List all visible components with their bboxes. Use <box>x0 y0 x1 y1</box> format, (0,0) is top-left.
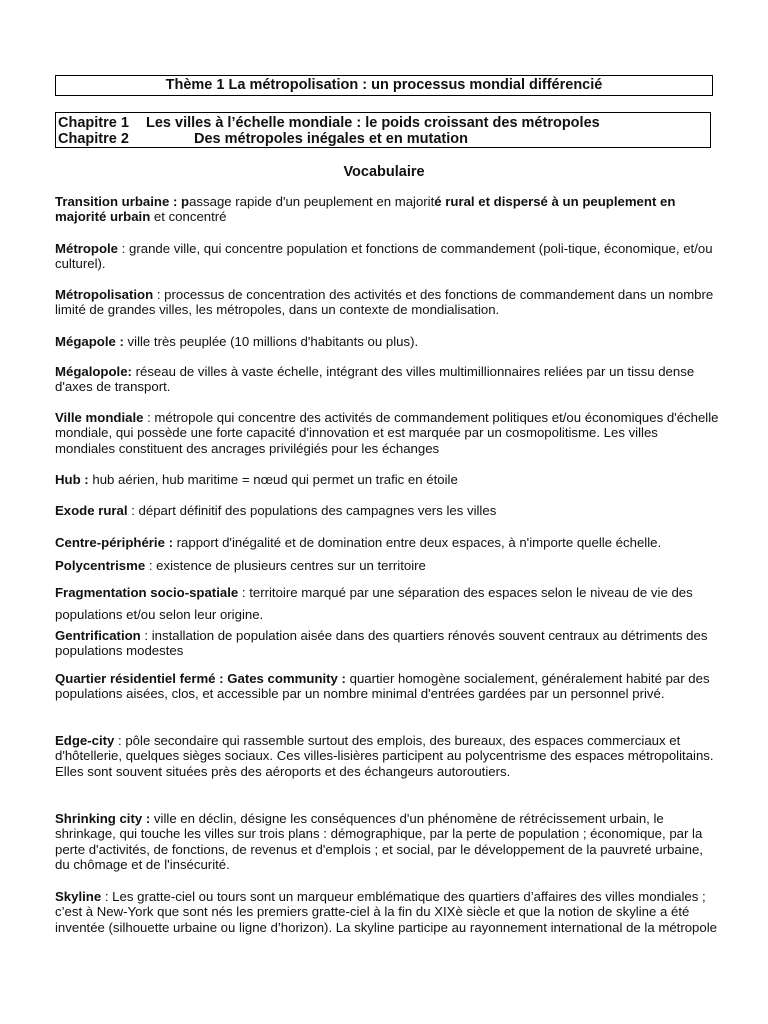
entry-definition: assage rapide d'un peuplement en majorit <box>189 194 435 209</box>
entry-definition: : territoire marqué par une séparation des espaces selon le niveau de vie des populations et/ou selon leur origine. <box>55 585 693 622</box>
entry-centre-peripherie <box>55 535 720 550</box>
entry-metropolisation <box>55 287 720 318</box>
entry-hub <box>55 472 720 487</box>
entry-definition: : pôle secondaire qui rassemble surtout des emplois, des bureaux, des espaces commerciaux et d'hôtellerie, quelques sièges sociaux. Ces villes-lisières participent au polycentrisme des espaces métropolitains. Elles sont souvent situées près des aéroports et des échangeurs autoroutiers. <box>55 733 714 779</box>
chapter-2 <box>58 131 710 147</box>
entry-term: Métropole <box>55 241 119 256</box>
entry-definition: : Les gratte-ciel ou tours sont un marqueur emblématique des quartiers d’affaires des villes mondiales ; c’est à New-York que sont nés les premiers gratte-ciel à la fin du XIXè siècle et que la notion de skyline a été inventée (silhouette urbaine ou ligne d’horizon). La skyline participe au rayonnement international de la métropole <box>55 889 717 935</box>
entry-term: Hub : <box>55 472 89 487</box>
entry-transition-urbaine <box>55 194 720 225</box>
entry-metropole <box>55 241 720 272</box>
entry-term: Mégapole : <box>55 334 124 349</box>
chapter-2-title: Des métropoles inégales et en mutation <box>194 131 468 147</box>
entry-definition: : existence de plusieurs centres sur un territoire <box>145 558 426 573</box>
entry-term: Exode rural <box>55 503 128 518</box>
entry-definition: : départ définitif des populations des campagnes vers les villes <box>127 503 497 518</box>
entry-quartier-residentiel <box>55 671 720 702</box>
theme-title-box <box>55 75 713 96</box>
chapters-box <box>55 112 711 148</box>
entry-definition: : processus de concentration des activités et des fonctions de commandement dans un nombre limité de grandes villes, les métropoles, dans un contexte de mondialisation. <box>55 287 714 318</box>
entry-term: Transition urbaine : p <box>55 194 190 209</box>
entry-definition: ville en déclin, désigne les conséquences d'un phénomène de rétrécissement urbain, le shrinkage, qui touche les villes sur trois plans : démographique, par la perte de population ; économique, par la perte d'activités, de fonctions, de revenus et d'emplois ; et social, par le développement de la pauvreté urbaine, du chômage et de l'insécurité. <box>55 811 703 872</box>
entry-definition: et concentré <box>150 209 227 225</box>
vocabulary-heading: Vocabulaire <box>343 164 425 180</box>
entry-gentrification <box>55 628 720 659</box>
chapter-2-number: Chapitre 2 <box>58 131 129 147</box>
entry-term: Quartier résidentiel fermé : Gates community : <box>55 671 346 686</box>
entry-term: Centre-périphérie : <box>55 535 173 550</box>
entry-definition: ville très peuplée (10 millions d'habitants ou plus). <box>123 334 419 349</box>
entry-term: Mégalopole: <box>55 364 132 379</box>
entry-definition: : grande ville, qui concentre population et fonctions de commandement (poli-tique, économique, et/ou culturel). <box>55 241 713 272</box>
entry-definition-bold: é rural et dispersé à un peuplement en majorité urbain <box>55 194 676 225</box>
entry-edge-city <box>55 733 720 779</box>
entry-term: Fragmentation socio-spatiale <box>55 585 239 600</box>
entry-skyline <box>55 889 720 935</box>
entry-definition: : installation de population aisée dans des quartiers rénovés souvent centraux au détriments des populations modestes <box>55 628 708 659</box>
entry-megapole <box>55 334 720 349</box>
entry-fragmentation <box>55 582 720 626</box>
entry-term: Shrinking city : <box>55 811 151 826</box>
chapter-1-number: Chapitre 1 <box>58 115 129 131</box>
entry-term: Ville mondiale <box>55 410 144 425</box>
entry-term: Skyline <box>55 889 102 904</box>
entry-term: Edge-city <box>55 733 115 748</box>
entry-exode-rural <box>55 503 720 518</box>
entry-term: Gentrification <box>55 628 141 643</box>
entry-definition: réseau de villes à vaste échelle, intégrant des villes multimillionnaires reliées par un tissu dense d'axes de transport. <box>55 364 695 395</box>
entry-term: Polycentrisme <box>55 558 146 573</box>
chapter-1 <box>58 115 710 131</box>
entry-ville-mondiale <box>55 410 720 456</box>
entry-definition: quartier homogène socialement, généralement habité par des populations aisées, clos, et accessible par un nombre minimal d'entrées gardées par un personnel privé. <box>55 671 710 702</box>
entry-term: Métropolisation <box>55 287 154 302</box>
theme-title: Thème 1 La métropolisation : un processus mondial différencié <box>165 77 603 93</box>
entry-polycentrisme <box>55 558 720 573</box>
entry-megalopole <box>55 364 720 395</box>
chapter-1-title: Les villes à l’échelle mondiale : le poids croissant des métropoles <box>146 115 600 131</box>
entry-definition: : métropole qui concentre des activités de commandement politiques et/ou économiques d'échelle mondiale, qui possède une forte capacité d'innovation et est marquée par un cosmopolitisme. Les villes mondiales constituent des ancrages privilégiés pour les échanges <box>55 410 719 456</box>
entry-definition: rapport d'inégalité et de domination entre deux espaces, à n'importe quelle échelle. <box>172 535 662 550</box>
entry-definition: hub aérien, hub maritime = nœud qui permet un trafic en étoile <box>88 472 458 487</box>
entry-shrinking-city <box>55 811 720 872</box>
